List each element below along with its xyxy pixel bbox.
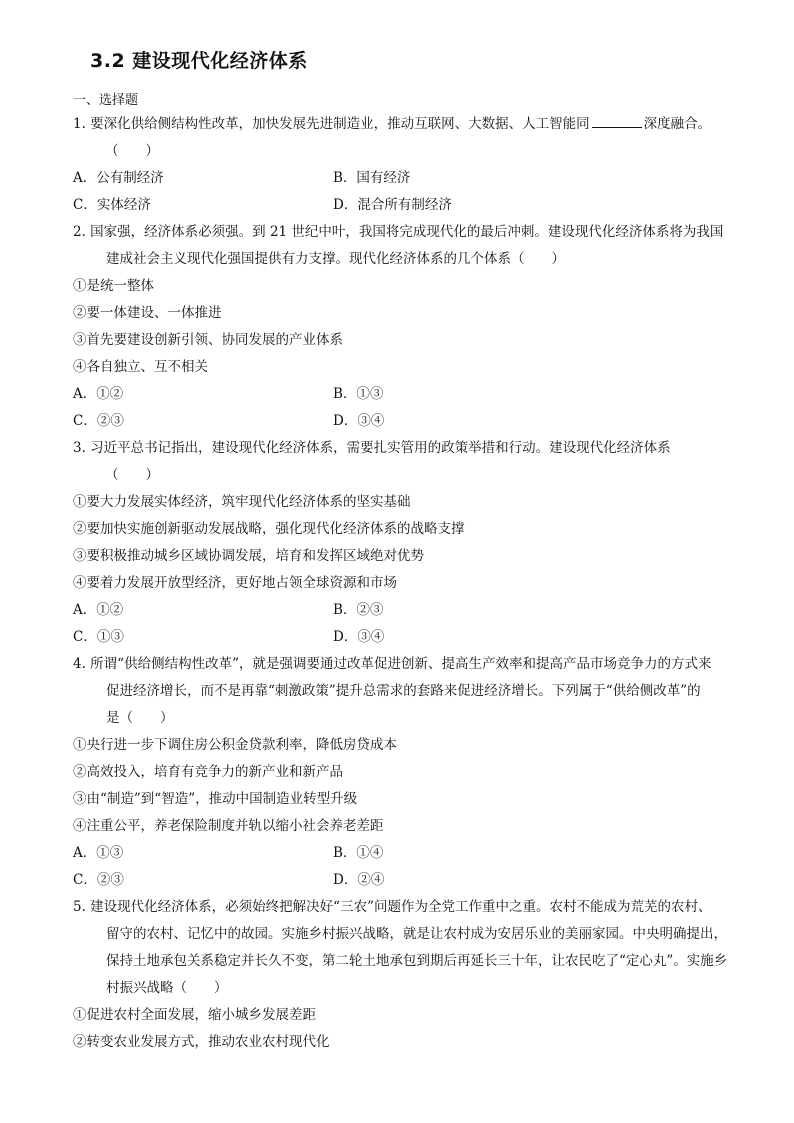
page-title: 3.2 建设现代化经济体系 <box>90 50 308 72</box>
option-b: B．②③ <box>333 602 384 618</box>
option-d: D．混合所有制经济 <box>333 197 452 213</box>
question-2-stem-cont: 建成社会主义现代化强国提供有力支撑。现代化经济体系的几个体系（ ） <box>106 251 565 267</box>
question-5-stem-cont: 留守的农村、记忆中的故园。实施乡村振兴战略，就是让农村成为安居乐业的美丽家园。中央明确提出， <box>106 926 727 942</box>
option-d: D．③④ <box>333 413 385 429</box>
question-3-options-row-2 <box>73 624 753 651</box>
question-list <box>73 111 753 1056</box>
option-a: A．①② <box>73 602 124 618</box>
question-4-stem-cont: 是（ ） <box>106 710 174 726</box>
fill-blank <box>592 112 642 128</box>
question-5-stem-cont: 村振兴战略（ ） <box>106 980 228 996</box>
statement-1: ①要大力发展实体经济，筑牢现代化经济体系的坚实基础 <box>73 494 411 510</box>
question-4-stem: 4. 所谓“供给侧结构性改革”，就是强调要通过改革促进创新、提高生产效率和提高产品市场竞争力的方式来 <box>73 656 712 672</box>
question-4-stem-cont: 促进经济增长，而不是再靠“刺激政策”提升总需求的套路来促进经济增长。下列属于“供给侧改革”的 <box>106 683 701 699</box>
option-b: B．①④ <box>333 845 384 861</box>
option-c: C．②③ <box>73 413 124 429</box>
statement-3: ③要积极推动城乡区域协调发展，培育和发挥区域绝对优势 <box>73 548 424 564</box>
option-a: A．公有制经济 <box>73 170 164 186</box>
question-4-options-row-2 <box>73 867 753 894</box>
question-3-stem: 3. 习近平总书记指出，建设现代化经济体系，需要扎实管用的政策举措和行动。建设现代化经济体系 <box>73 440 671 456</box>
question-1-stem: 1. 要深化供给侧结构性改革，加快发展先进制造业，推动互联网、大数据、人工智能同 深度融合。 <box>73 111 753 138</box>
statement-2: ②要一体建设、一体推进 <box>73 305 222 321</box>
statement-2: ②要加快实施创新驱动发展战略，强化现代化经济体系的战略支撑 <box>73 521 465 537</box>
statement-2: ②转变农业发展方式，推动农业农村现代化 <box>73 1034 330 1050</box>
statement-2: ②高效投入，培育有竞争力的新产业和新产品 <box>73 764 343 780</box>
statement-4: ④各自独立、互不相关 <box>73 359 208 375</box>
question-5-stem: 5. 建设现代化经济体系，必须始终把解决好“三农”问题作为全党工作重中之重。农村不能成为荒芜的农村、 <box>73 899 712 915</box>
statement-3: ③由“制造”到“智造”，推动中国制造业转型升级 <box>73 791 358 807</box>
question-2-stem: 2. 国家强，经济体系必须强。到 21 世纪中叶，我国将完成现代化的最后冲刺。建设现代化经济体系将为我国 <box>73 224 724 240</box>
question-4-options-row-1 <box>73 840 753 867</box>
question-5-stem-cont: 保持土地承包关系稳定并长久不变，第二轮土地承包到期后再延长三十年，让农民吃了“定心丸”。实施乡 <box>106 953 728 969</box>
option-c: C．①③ <box>73 629 124 645</box>
question-1-paren: （ ） <box>105 143 159 159</box>
option-c: C．②③ <box>73 872 124 888</box>
question-2-options-row-1 <box>73 381 753 408</box>
option-b: B．①③ <box>333 386 384 402</box>
statement-3: ③首先要建设创新引领、协同发展的产业体系 <box>73 332 343 348</box>
statement-1: ①是统一整体 <box>73 278 154 294</box>
statement-1: ①促进农村全面发展，缩小城乡发展差距 <box>73 1007 316 1023</box>
option-d: D．③④ <box>333 629 385 645</box>
option-c: C．实体经济 <box>73 197 151 213</box>
option-d: D．②④ <box>333 872 385 888</box>
section-heading: 一、选择题 <box>73 93 139 108</box>
question-3-paren: （ ） <box>105 467 159 483</box>
question-1-options-row-2 <box>73 192 753 219</box>
statement-4: ④要着力发展开放型经济，更好地占领全球资源和市场 <box>73 575 397 591</box>
option-b: B．国有经济 <box>333 170 411 186</box>
statement-1: ①央行进一步下调住房公积金贷款利率，降低房贷成本 <box>73 737 397 753</box>
option-a: A．①② <box>73 386 124 402</box>
question-1-options-row-1 <box>73 165 753 192</box>
option-a: A．①③ <box>73 845 124 861</box>
statement-4: ④注重公平，养老保险制度并轨以缩小社会养老差距 <box>73 818 384 834</box>
question-2-options-row-2 <box>73 408 753 435</box>
question-3-options-row-1 <box>73 597 753 624</box>
